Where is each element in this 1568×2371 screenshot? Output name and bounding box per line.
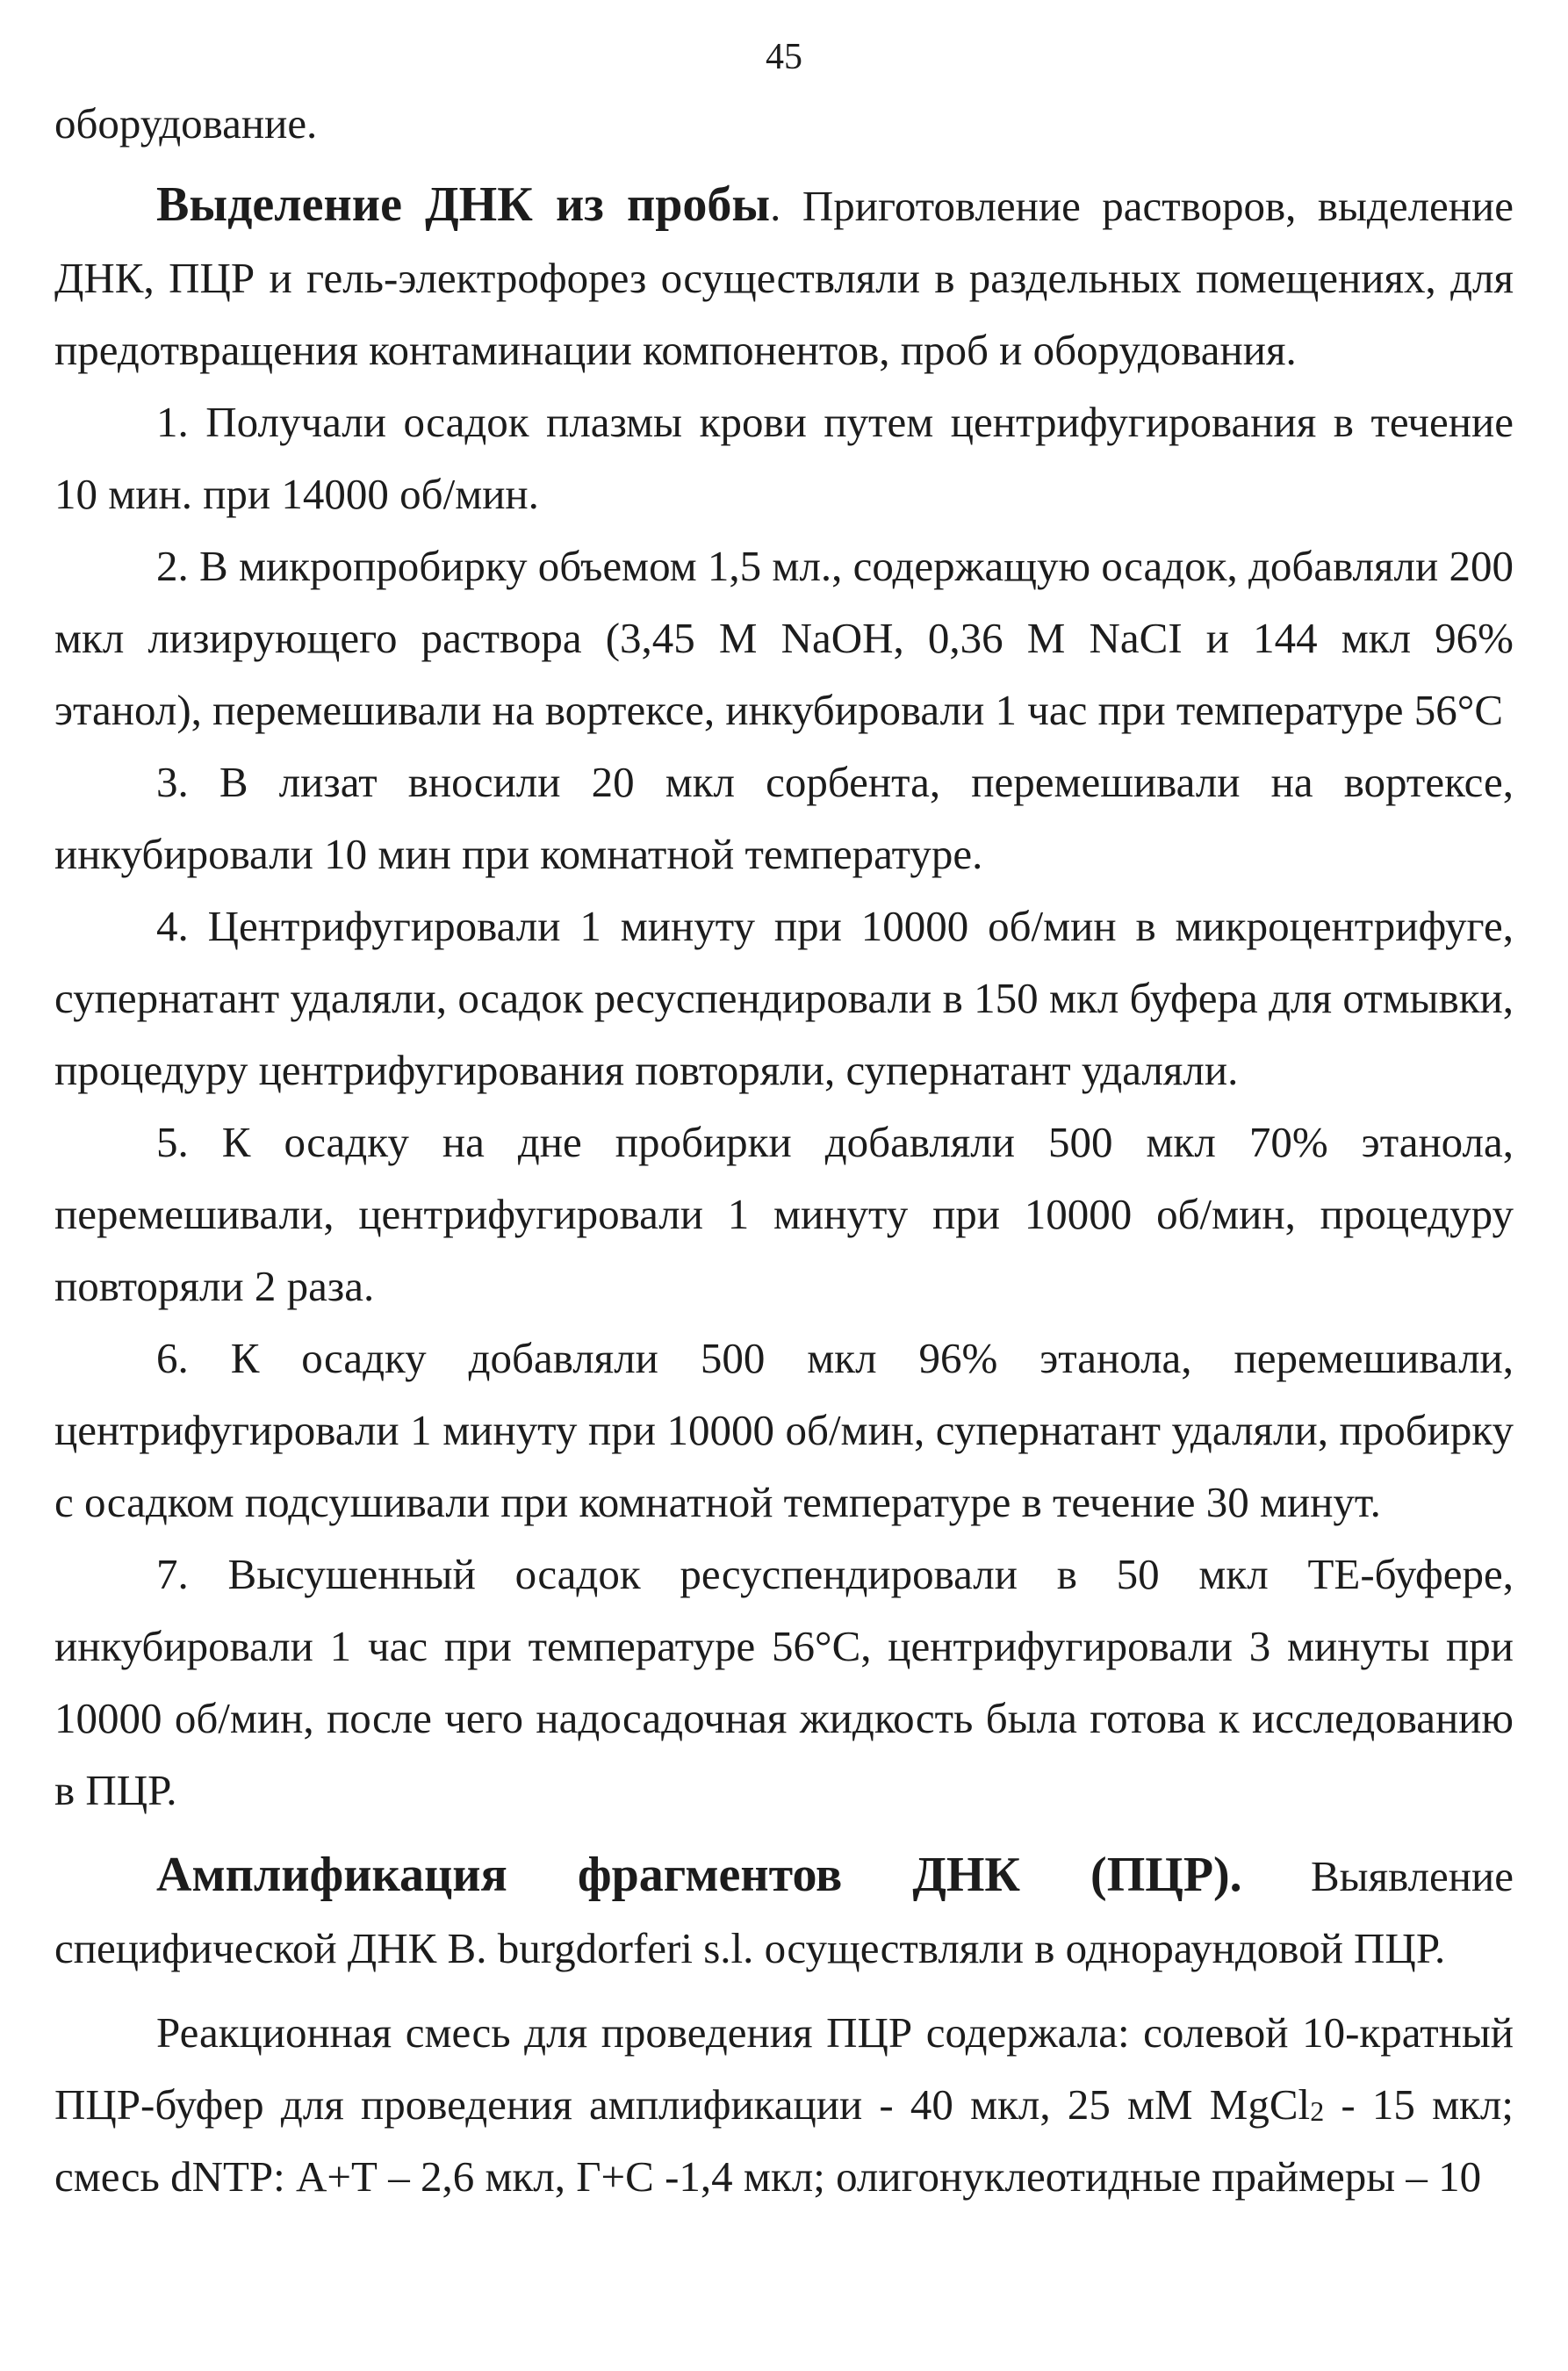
step-item: 3. В лизат вносили 20 мкл сорбента, перемешивали на вортексе, инкубировали 10 мин при комнатной температуре. [54,758,1514,878]
section-heading: Амплификация фрагментов ДНК (ПЦР). [156,1848,1242,1902]
section-intro: Выявление специфической ДНК B. burgdorferi s.l. осуществляли в однораундовой ПЦР. [54,1852,1514,1972]
page-number: 45 [766,37,802,77]
page-content [54,88,1514,2213]
mix-text-continued: - 15 мкл; смесь dNTP: А+Т – 2,6 мкл, Г+С -1,4 мкл; олигонуклеотидные праймеры – 10 [54,2080,1514,2201]
heading-period: . [770,182,781,230]
mix-subscript: 2 [1310,2095,1325,2127]
step-item: 2. В микропробирку объемом 1,5 мл., содержащую осадок, добавляли 200 мкл лизирующего раствора (3,45 М NaOH, 0,36 М NaCI и 144 мкл 96% этанол), перемешивали на вортексе, инкубировали 1 час при температуре 56°С [54,542,1514,734]
step-item: 5. К осадку на дне пробирки добавляли 500 мкл 70% этанола, перемешивали, центрифугировали 1 минуту при 10000 об/мин, процедуру повторяли 2 раза. [54,1118,1514,1310]
step-item: 6. К осадку добавляли 500 мкл 96% этанола, перемешивали, центрифугировали 1 минуту при 10000 об/мин, супернатант удаляли, пробирку с осадком подсушивали при комнатной температуре в течение 30 минут. [54,1334,1514,1526]
section-heading: Выделение ДНК из пробы [156,177,771,232]
mix-text: Реакционная смесь для проведения ПЦР содержала: солевой 10-кратный ПЦР-буфер для проведения амплификации - 40 мкл, 25 мМ MgCl [54,2008,1514,2129]
step-item: 4. Центрифугировали 1 минуту при 10000 об/мин в микроцентрифуге, супернатант удаляли, осадок ресуспендировали в 150 мкл буфера для отмывки, процедуру центрифугирования повторяли, супернатант удаляли. [54,902,1514,1094]
reaction-mix-paragraph [54,1997,1514,2213]
step-item: 7. Высушенный осадок ресуспендировали в 50 мкл ТЕ-буфере, инкубировали 1 час при температуре 56°С, центрифугировали 3 минуты при 10000 об/мин, после чего надосадочная жидкость была готова к исследованию в ПЦР. [54,1550,1514,1814]
section-dna-extraction [54,169,1514,386]
carryover-line: оборудование. [54,99,318,148]
step-item: 1. Получали осадок плазмы крови путем центрифугирования в течение 10 мин. при 14000 об/мин. [54,398,1514,518]
section-intro: Приготовление растворов, выделение ДНК, ПЦР и гель-электрофорез осуществляли в раздельных помещениях, для предотвращения контаминации компонентов, проб и оборудования. [54,182,1514,374]
section-pcr [54,1839,1514,1985]
